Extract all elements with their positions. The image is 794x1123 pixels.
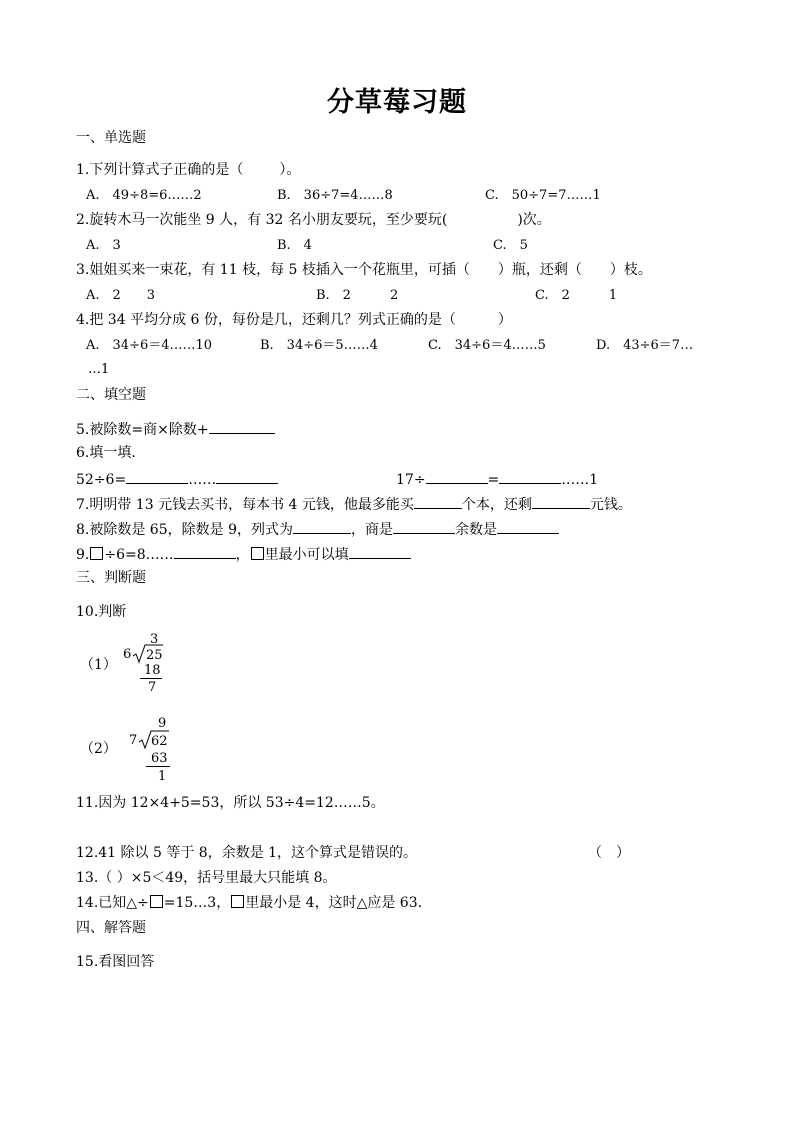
q2-option-c: C. 5 [493,238,528,253]
question-9-text-c: 里最小可以填 [264,547,349,563]
q10-part-1-label: （1） [80,657,117,673]
question-6-right [396,469,598,489]
section-heading-1: 一、单选题 [76,130,146,146]
section-heading-4: 四、解答题 [76,920,146,936]
answer-blank [499,469,561,484]
question-2 [76,211,551,229]
long-division-1 [120,632,180,702]
dividend: 25 [146,648,163,663]
product: 63 [151,751,168,766]
remainder: 7 [148,680,157,695]
q4-option-c: C. 34÷6＝4……5 [428,338,546,353]
q6-left-ellipsis: …… [188,472,217,488]
question-4-stem-end: ） [497,312,512,328]
question-7-text-a: 7.明明带 13 元钱去买书，每本书 4 元钱，他最多能买 [76,497,414,513]
blank-square-icon [150,895,163,908]
subtraction-line [140,678,162,679]
answer-blank [126,469,188,484]
answer-blank [532,494,590,509]
q2-option-b: B. 4 [277,238,312,253]
answer-blank [174,544,236,559]
q1-option-b: B. 36÷7=4……8 [277,188,393,203]
question-14 [76,894,422,912]
answer-blank [293,519,351,534]
dividend: 62 [151,734,168,749]
answer-blank [414,494,462,509]
q3-option-a: A. 2 3 [86,288,156,303]
page-title: 分草莓习题 [327,87,467,118]
question-7 [76,494,632,514]
question-4-stem: 4.把 34 平均分成 6 份，每份是几，还剩几？列式正确的是（ [76,312,456,328]
question-1-stem-end: ）。 [279,162,301,178]
question-4 [76,311,512,329]
quotient: 3 [150,632,159,647]
remainder: 1 [158,769,167,784]
answer-blank [497,519,559,534]
answer-blank [393,519,455,534]
question-13: 13.（ ）×5＜49，括号里最大只能填 8。 [76,870,337,886]
section-heading-2: 二、填空题 [76,387,146,403]
question-9-text-b: ， [235,547,250,563]
q6-right-expr: 17÷ [396,472,426,488]
question-12-answer-paren: （ ） [588,845,630,861]
question-5-text: 5.被除数=商×除数+ [76,422,209,438]
divisor: 7 [129,733,138,748]
question-8-text-b: ，商是 [350,522,393,538]
question-6-left [76,469,278,489]
question-8-text-a: 8.被除数是 65，除数是 9，列式为 [76,522,293,538]
question-7-text-b: 个本，还剩 [461,497,532,513]
answer-blank [426,469,488,484]
q4-option-d-continued: …1 [88,362,110,377]
q2-option-a: A. 3 [86,238,121,253]
q6-left-expr: 52÷6= [76,472,127,488]
product: 18 [144,663,161,678]
q1-option-a: A. 49÷8=6……2 [86,188,202,203]
question-8-text-c: 余数是 [454,522,497,538]
q4-option-a: A. 34÷6＝4……10 [86,338,213,353]
question-8 [76,519,559,539]
question-14-text-b: =15…3， [163,895,231,911]
question-12: 12.41 除以 5 等于 8，余数是 1，这个算式是错误的。 [76,845,418,861]
answer-blank [209,419,275,434]
blank-square-icon [251,547,264,560]
divisor: 6 [123,647,132,662]
question-9-text-a: ÷6=8…… [104,547,174,563]
question-1-stem: 1.下列计算式子正确的是（ [76,162,244,178]
question-15: 15.看图回答 [76,954,155,970]
q6-right-equals: = [487,472,500,488]
question-5 [76,419,275,439]
question-3: 3.姐姐买来一束花，有 11 枝，每 5 枝插入一个花瓶里，可插（ ）瓶，还剩（ ）枝。 [76,262,652,278]
q10-part-2-label: （2） [80,741,117,757]
answer-blank [349,544,411,559]
q4-option-b: B. 34÷6＝5……4 [260,338,378,353]
q1-option-c: C. 50÷7=7……1 [485,188,601,203]
q3-option-b: B. 2 2 [316,288,399,303]
quotient: 9 [158,716,167,731]
section-heading-3: 三、判断题 [76,570,146,586]
q3-option-c: C. 2 1 [535,288,618,303]
q4-option-d: D. 43÷6＝7… [596,338,694,353]
blank-square-icon [90,547,103,560]
question-14-text-a: 14.已知△÷ [76,895,149,911]
subtraction-line [146,766,170,767]
question-7-text-c: 元钱。 [589,497,632,513]
question-9: 9. ÷6=8…… ， 里最小可以填 [76,544,411,564]
question-6: 6.填一填. [76,445,136,461]
question-14-text-c: 里最小是 4，这时△应是 63. [245,895,423,911]
long-division-2 [126,716,186,788]
question-2-stem: 2.旋转木马一次能坐 9 人，有 32 名小朋友要玩，至少要玩( [76,212,448,228]
answer-blank [216,469,278,484]
q6-right-remainder: ……1 [561,472,599,488]
blank-square-icon [231,895,244,908]
question-2-stem-end: )次。 [517,212,551,228]
question-1 [76,161,300,179]
question-10: 10.判断 [76,604,127,620]
question-11: 11.因为 12×4+5=53，所以 53÷4=12……5。 [76,795,385,811]
